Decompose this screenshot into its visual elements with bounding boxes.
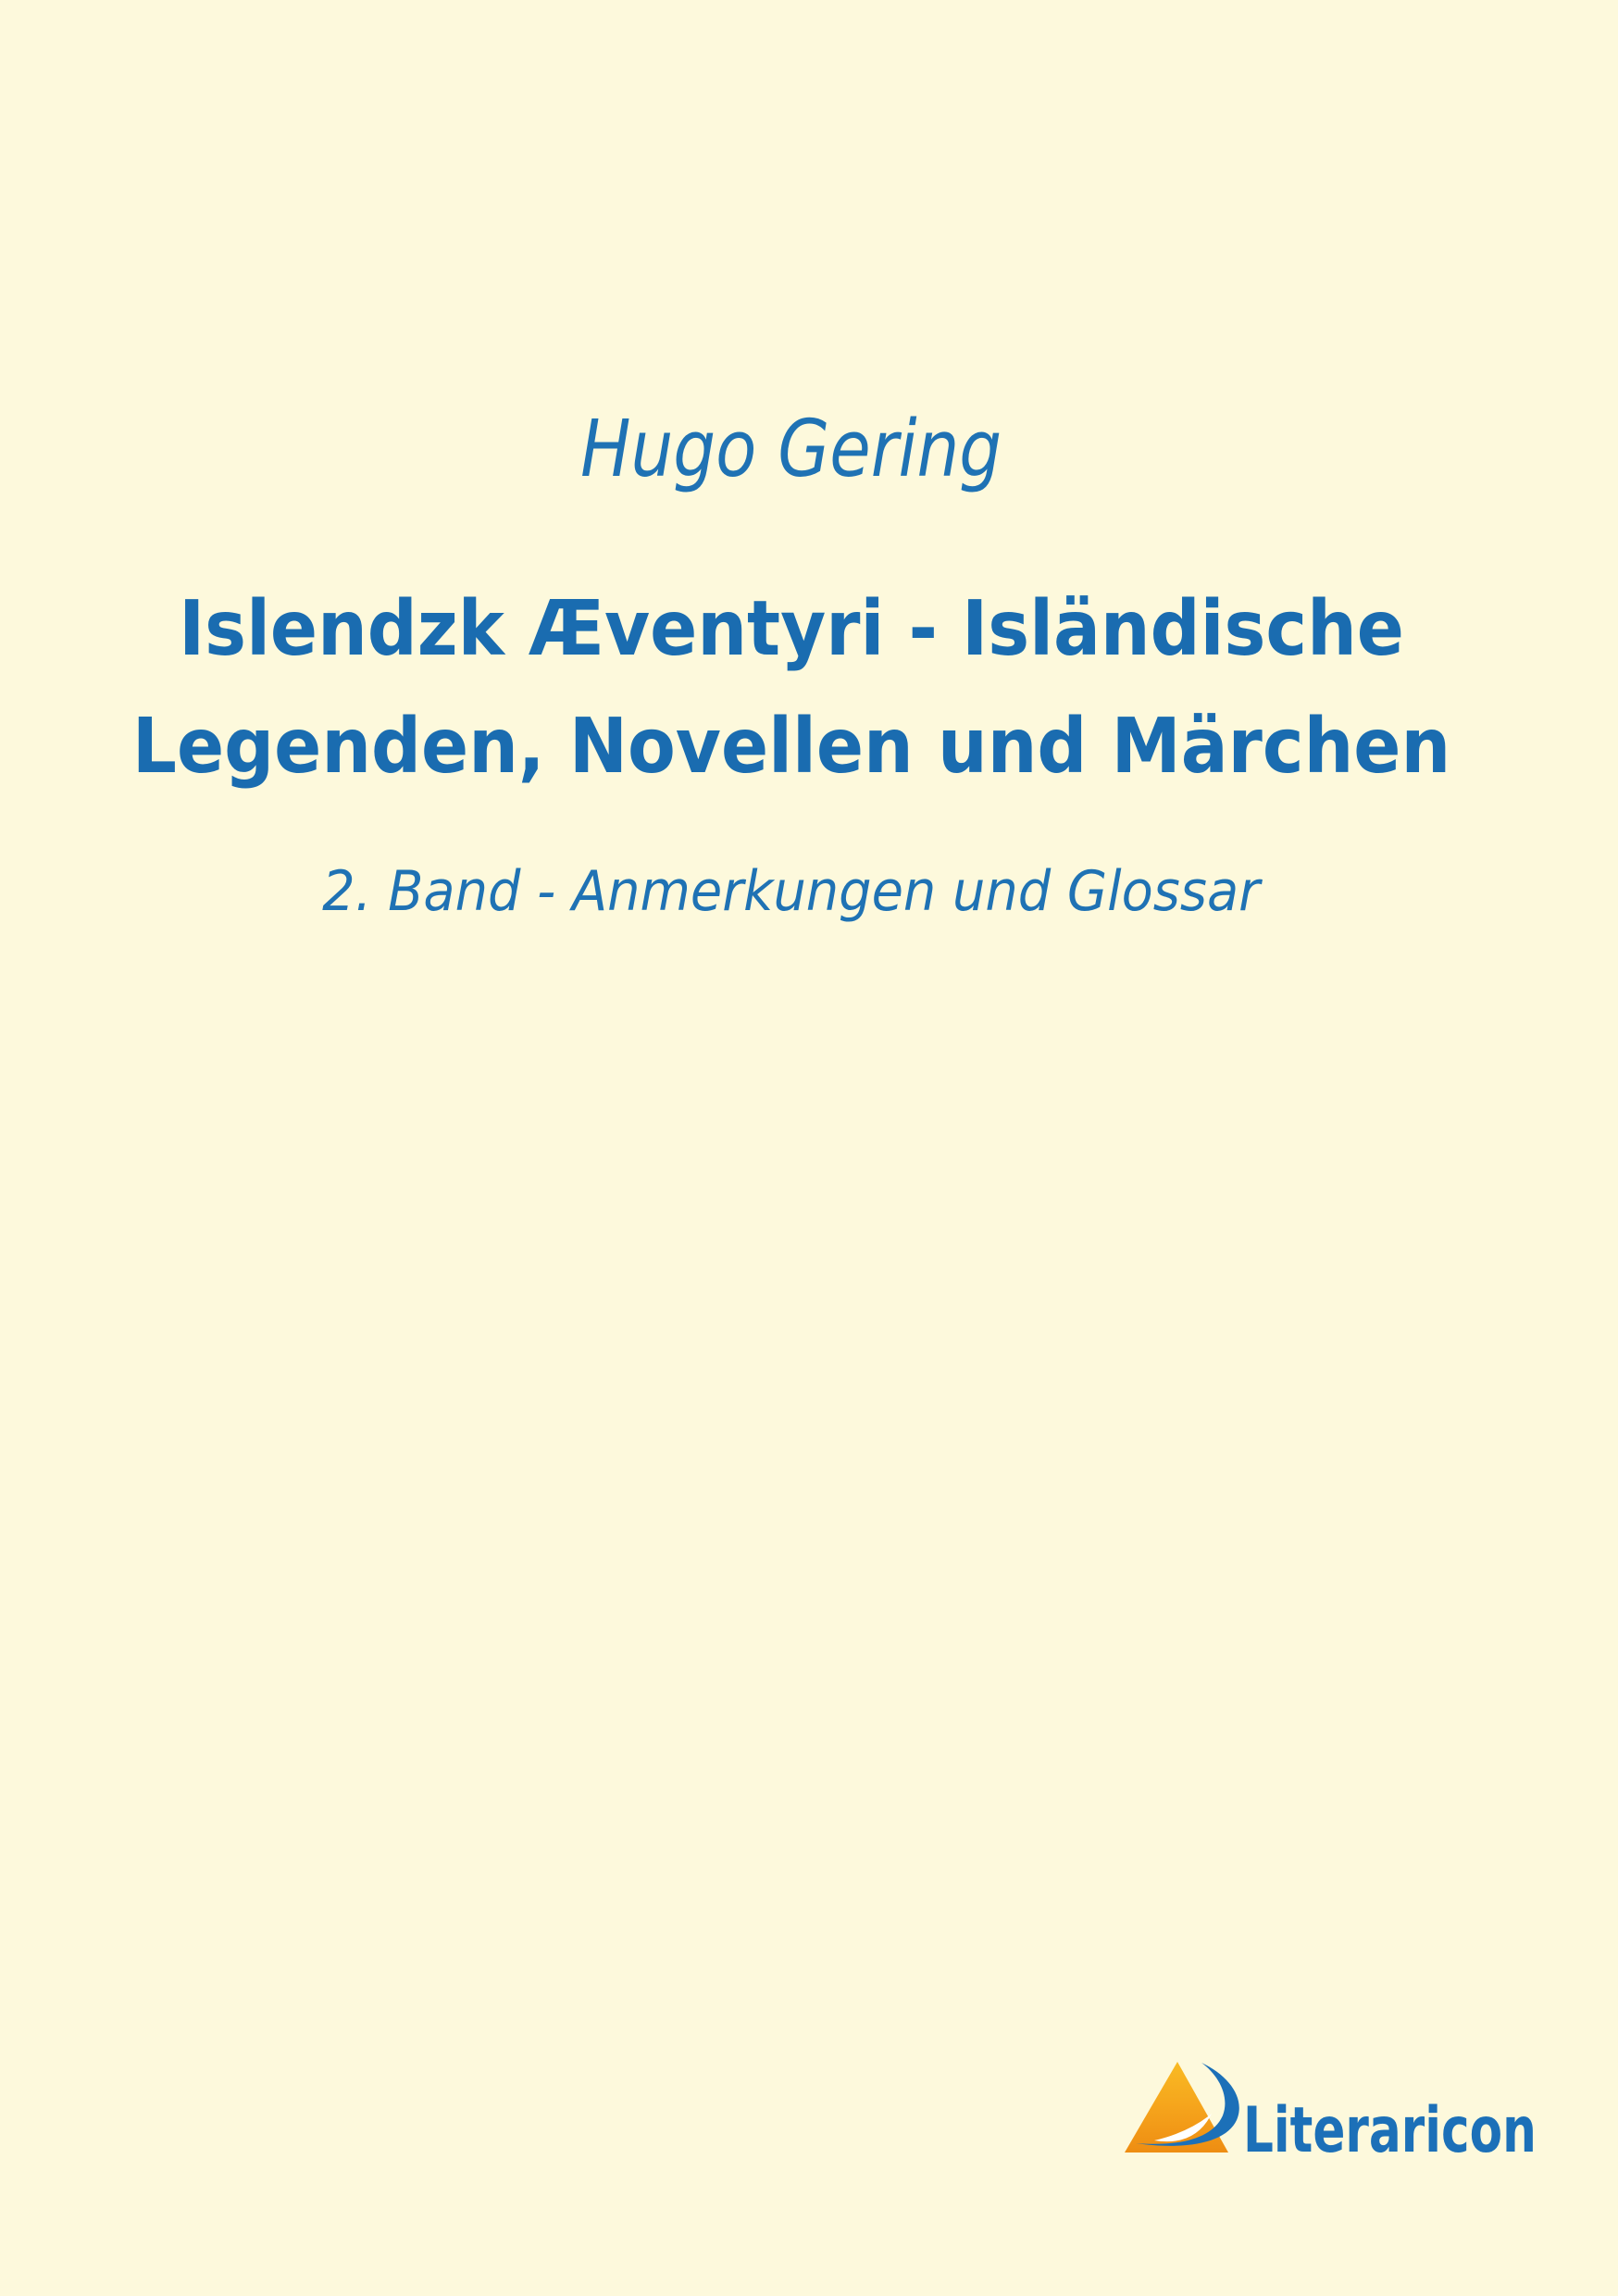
book-subtitle xyxy=(0,858,1583,925)
book-title-line-1: Islendzk Æventyri - Isländische xyxy=(179,585,1404,673)
book-title-line-2: Legenden, Novellen und Märchen xyxy=(131,703,1451,791)
book-subtitle-text: 2. Band - Anmerkungen und Glossar xyxy=(322,859,1261,924)
publisher-logo xyxy=(1106,2051,1537,2199)
triangle-swoosh-icon xyxy=(1106,2051,1263,2176)
book-title xyxy=(0,570,1583,805)
author-name xyxy=(0,403,1583,497)
publisher-wordmark: Literaricon xyxy=(1243,2094,1537,2167)
author-name-text: Hugo Gering xyxy=(580,404,1002,495)
